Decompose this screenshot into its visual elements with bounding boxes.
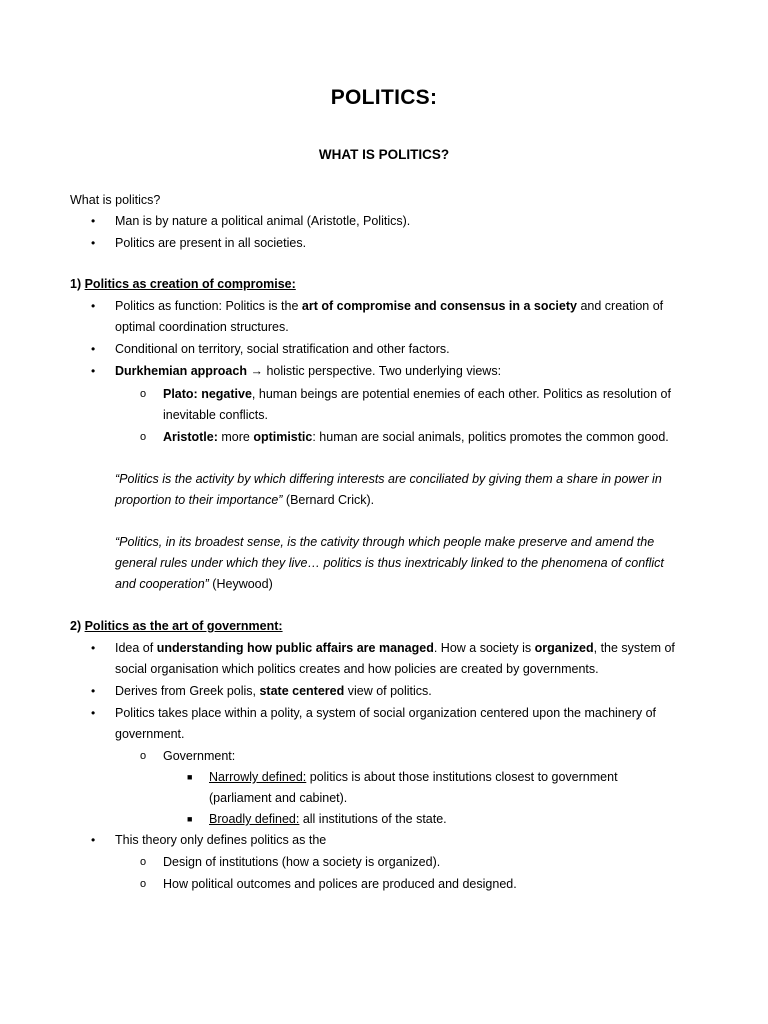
bullet-marker: • (91, 364, 96, 378)
italic-text: and cooperation” (115, 577, 209, 591)
underlined-text: Narrowly defined: (209, 770, 307, 784)
list-item: Conditional on territory, social stratification and other factors. (115, 342, 450, 356)
text: , the system of (593, 641, 675, 655)
section-heading (70, 274, 296, 295)
text: more (217, 430, 254, 444)
quote-crick-continuation (115, 490, 374, 511)
page-subtitle: WHAT IS POLITICS? (318, 147, 450, 162)
section-title: Politics as creation of compromise: (84, 277, 296, 291)
text: Idea of (115, 641, 157, 655)
bold-text: Durkhemian approach (115, 364, 247, 378)
sub-sub-list-item-continuation: (parliament and cabinet). (209, 791, 348, 805)
text: : human are social animals, politics promotes the common good. (312, 430, 669, 444)
arrow-right-icon: → (250, 364, 263, 378)
bullet-marker: • (91, 833, 96, 847)
sub-list-item (163, 427, 669, 448)
bold-text: organized (534, 641, 594, 655)
sub-sub-list-item (209, 809, 447, 830)
circle-marker: o (140, 750, 147, 762)
text: politics is about those institutions closest to government (306, 770, 618, 784)
bullet-marker: • (91, 706, 96, 720)
text: Politics as function: Politics is the (115, 299, 302, 313)
sub-list-item (163, 384, 671, 405)
list-item: Man is by nature a political animal (Aristotle, Politics). (115, 214, 411, 228)
section-title: Politics as the art of government: (84, 619, 283, 633)
bold-text: optimistic (253, 430, 313, 444)
circle-marker: o (140, 856, 147, 868)
quote-heywood-continuation: general rules under which they live… politics is thus inextricably linked to the phenomena of conflict (115, 556, 664, 570)
text: view of politics. (344, 684, 432, 698)
text: all institutions of the state. (299, 812, 447, 826)
text: . How a society is (433, 641, 535, 655)
bold-text: Plato: negative (163, 387, 252, 401)
square-marker: ■ (187, 814, 193, 824)
sub-list-item: How political outcomes and polices are produced and designed. (163, 877, 517, 891)
circle-marker: o (140, 431, 147, 443)
text: holistic perspective. Two underlying views: (262, 364, 502, 378)
bullet-marker: • (91, 684, 96, 698)
section-number: 2) (70, 619, 85, 633)
list-item: Politics are present in all societies. (115, 236, 307, 250)
list-item (115, 296, 663, 317)
italic-text: proportion to their importance” (115, 493, 283, 507)
underlined-text: Broadly defined: (209, 812, 300, 826)
bullet-marker: • (91, 641, 96, 655)
circle-marker: o (140, 878, 147, 890)
text: and creation of (576, 299, 664, 313)
list-item-continuation: government. (115, 727, 185, 741)
section-number: 1) (70, 277, 85, 291)
list-item (115, 638, 675, 659)
bullet-marker: • (91, 214, 96, 228)
intro-question: What is politics? (70, 193, 161, 207)
bold-text: state centered (259, 684, 345, 698)
sub-list-item: Design of institutions (how a society is organized). (163, 855, 441, 869)
list-item-continuation: optimal coordination structures. (115, 320, 289, 334)
list-item-continuation: social organisation which politics creates and how policies are created by governments. (115, 662, 599, 676)
citation: (Heywood) (208, 577, 273, 591)
bold-text: art of compromise and consensus in a society (301, 299, 577, 313)
quote-crick: “Politics is the activity by which differing interests are conciliated by giving them a share in power in (115, 472, 662, 486)
bullet-marker: • (91, 342, 96, 356)
list-item (115, 681, 432, 702)
list-item (115, 361, 501, 382)
list-item: Politics takes place within a polity, a system of social organization centered upon the machinery of (115, 706, 657, 720)
square-marker: ■ (187, 772, 193, 782)
bold-text: Aristotle: (163, 430, 218, 444)
bullet-marker: • (91, 236, 96, 250)
sub-list-item: Government: (163, 749, 236, 763)
bold-text: understanding how public affairs are managed (156, 641, 434, 655)
sub-list-item-continuation: inevitable conflicts. (163, 408, 268, 422)
bullet-marker: • (91, 299, 96, 313)
sub-sub-list-item (209, 767, 618, 788)
citation: (Bernard Crick). (282, 493, 375, 507)
quote-heywood: “Politics, in its broadest sense, is the cativity through which people make preserve and amend the (115, 535, 655, 549)
circle-marker: o (140, 388, 147, 400)
text: Derives from Greek polis, (115, 684, 260, 698)
section-heading (70, 616, 283, 637)
page-title: POLITICS: (330, 86, 438, 109)
list-item: This theory only defines politics as the (115, 833, 327, 847)
quote-heywood-continuation (115, 574, 273, 595)
text: , human beings are potential enemies of each other. Politics as resolution of (251, 387, 671, 401)
